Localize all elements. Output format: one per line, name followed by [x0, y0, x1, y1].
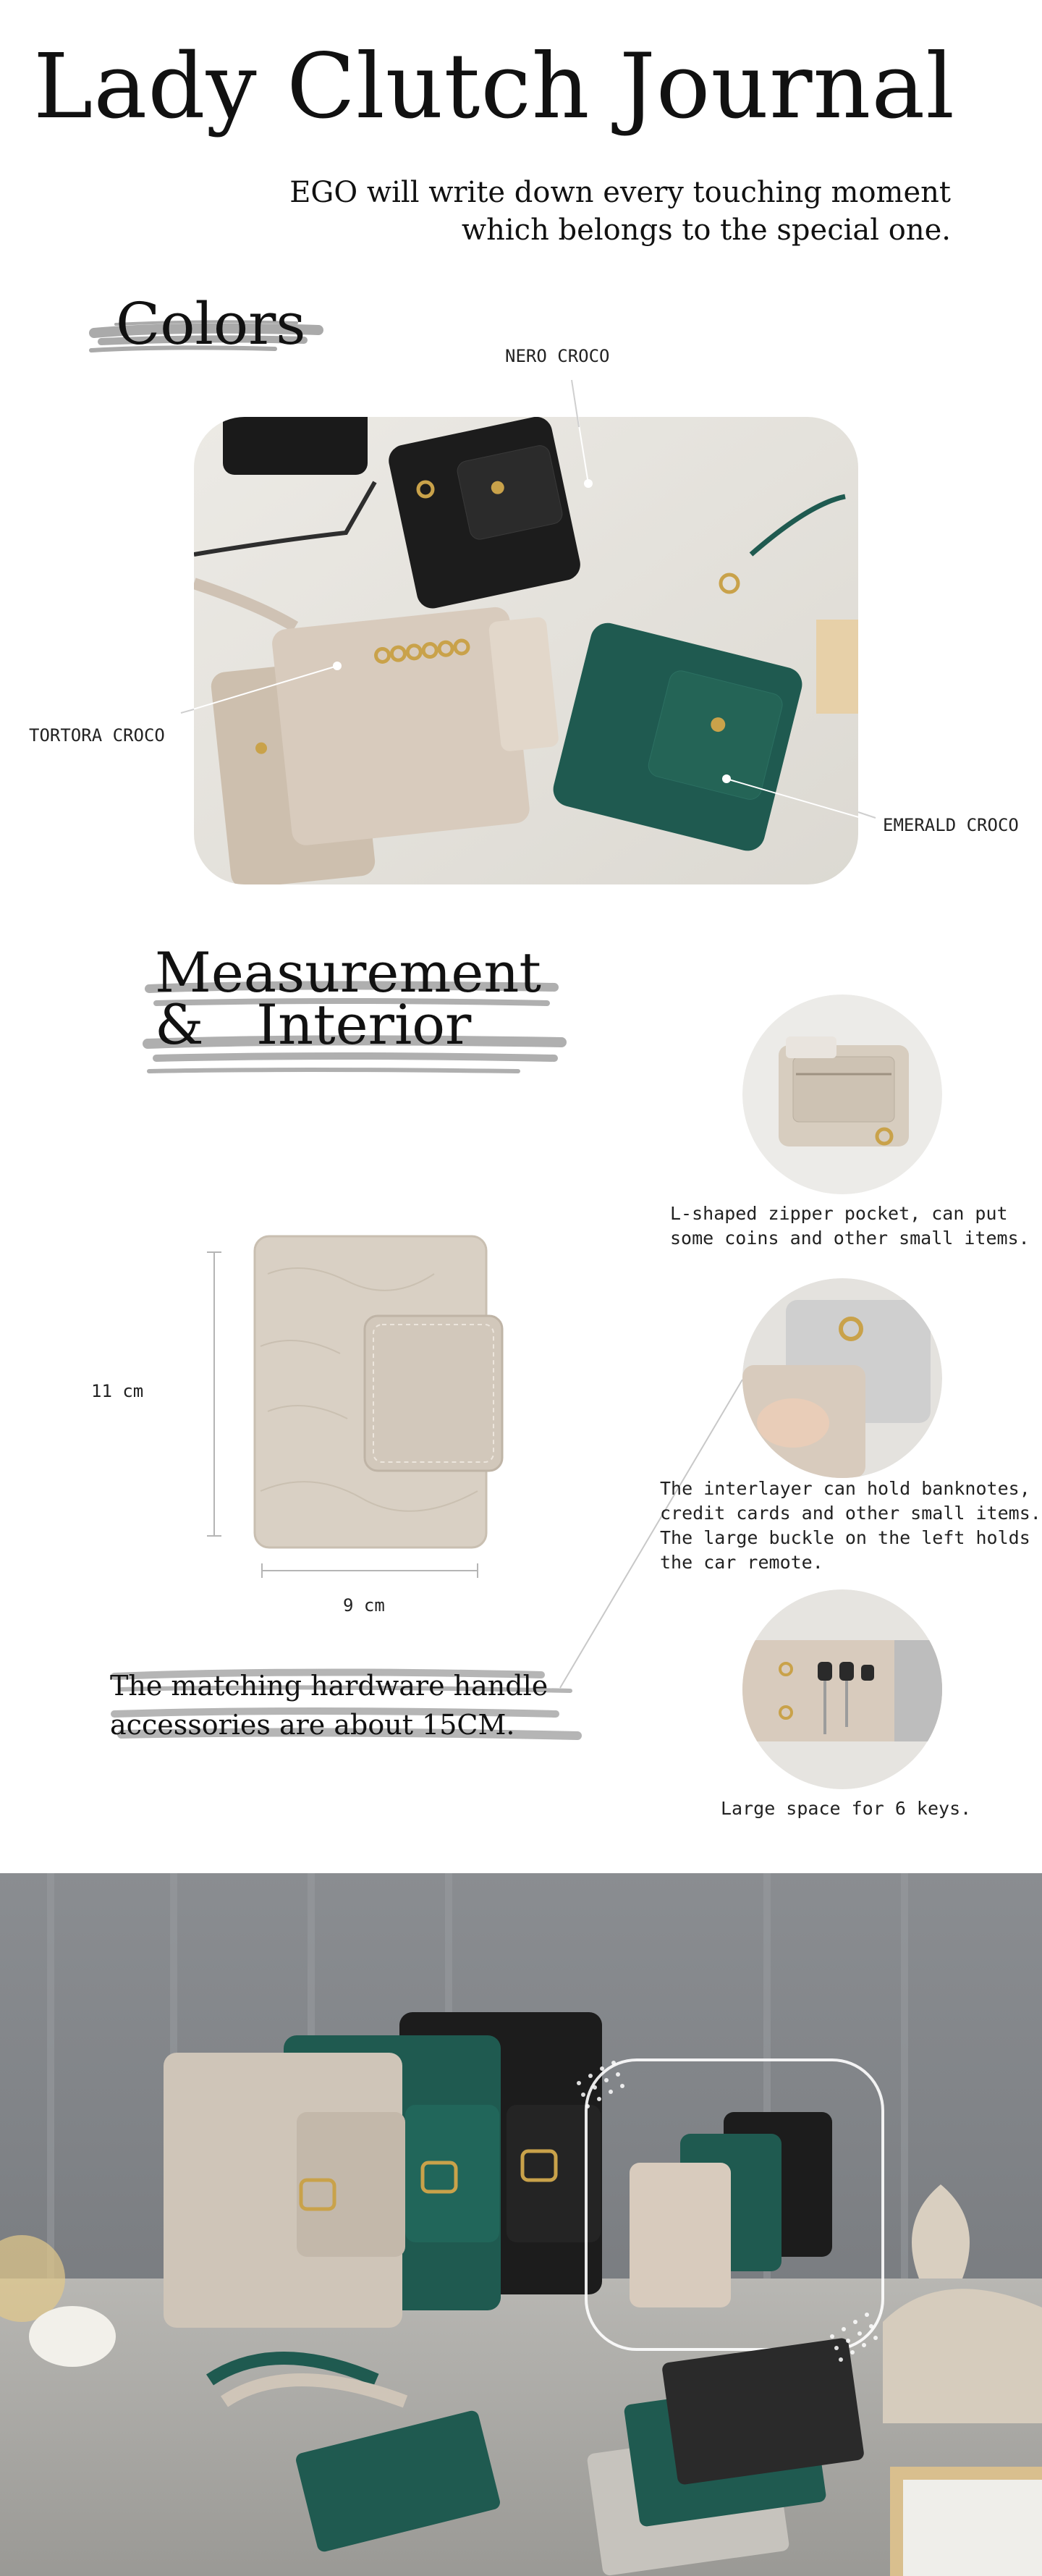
feature-keys-photo	[742, 1589, 942, 1789]
hardware-note-line-2: accessories are about 15CM.	[110, 1709, 515, 1741]
tagline-line-1: EGO will write down every touching moment	[289, 176, 951, 209]
hardware-note-line-1: The matching hardware handle	[110, 1670, 548, 1702]
measurement-heading-line-1: Measurement	[155, 940, 541, 1005]
feature-1-caption-line-2: some coins and other small items.	[670, 1228, 1030, 1249]
label-tortora-croco: TORTORA CROCO	[29, 725, 165, 746]
feature-1-caption-line-1: L-shaped zipper pocket, can put	[670, 1203, 1008, 1224]
dimension-lines	[203, 1245, 492, 1585]
measurement-heading	[155, 940, 541, 1057]
feature-2-caption	[660, 1477, 1041, 1575]
feature-1-caption	[670, 1202, 1030, 1251]
tagline-line-2: which belongs to the special one.	[461, 214, 951, 247]
lifestyle-photo	[0, 1873, 1042, 2576]
feature-3-caption-line-1: Large space for 6 keys.	[721, 1798, 972, 1819]
feature-2-caption-line-2: credit cards and other small items.	[660, 1503, 1041, 1524]
feature-2-caption-line-3: The large buckle on the left holds	[660, 1527, 1030, 1548]
feature-2-caption-line-4: the car remote.	[660, 1552, 823, 1573]
page-title: Lady Clutch Journal	[33, 35, 955, 139]
colors-callout-lines	[0, 0, 1042, 941]
measurement-heading-line-2: & Interior	[155, 992, 472, 1057]
label-nero-croco: NERO CROCO	[505, 346, 610, 366]
feature-interlayer-photo	[742, 1278, 942, 1478]
width-label: 9 cm	[343, 1595, 385, 1616]
feature-zipper-pocket-photo	[742, 994, 942, 1194]
feature-3-caption	[721, 1796, 971, 1821]
height-label: 11 cm	[91, 1381, 144, 1401]
feature-2-caption-line-1: The interlayer can hold banknotes,	[660, 1478, 1030, 1499]
hardware-note	[110, 1666, 548, 1744]
label-emerald-croco: EMERALD CROCO	[883, 815, 1019, 835]
colors-heading: Colors	[116, 290, 306, 358]
